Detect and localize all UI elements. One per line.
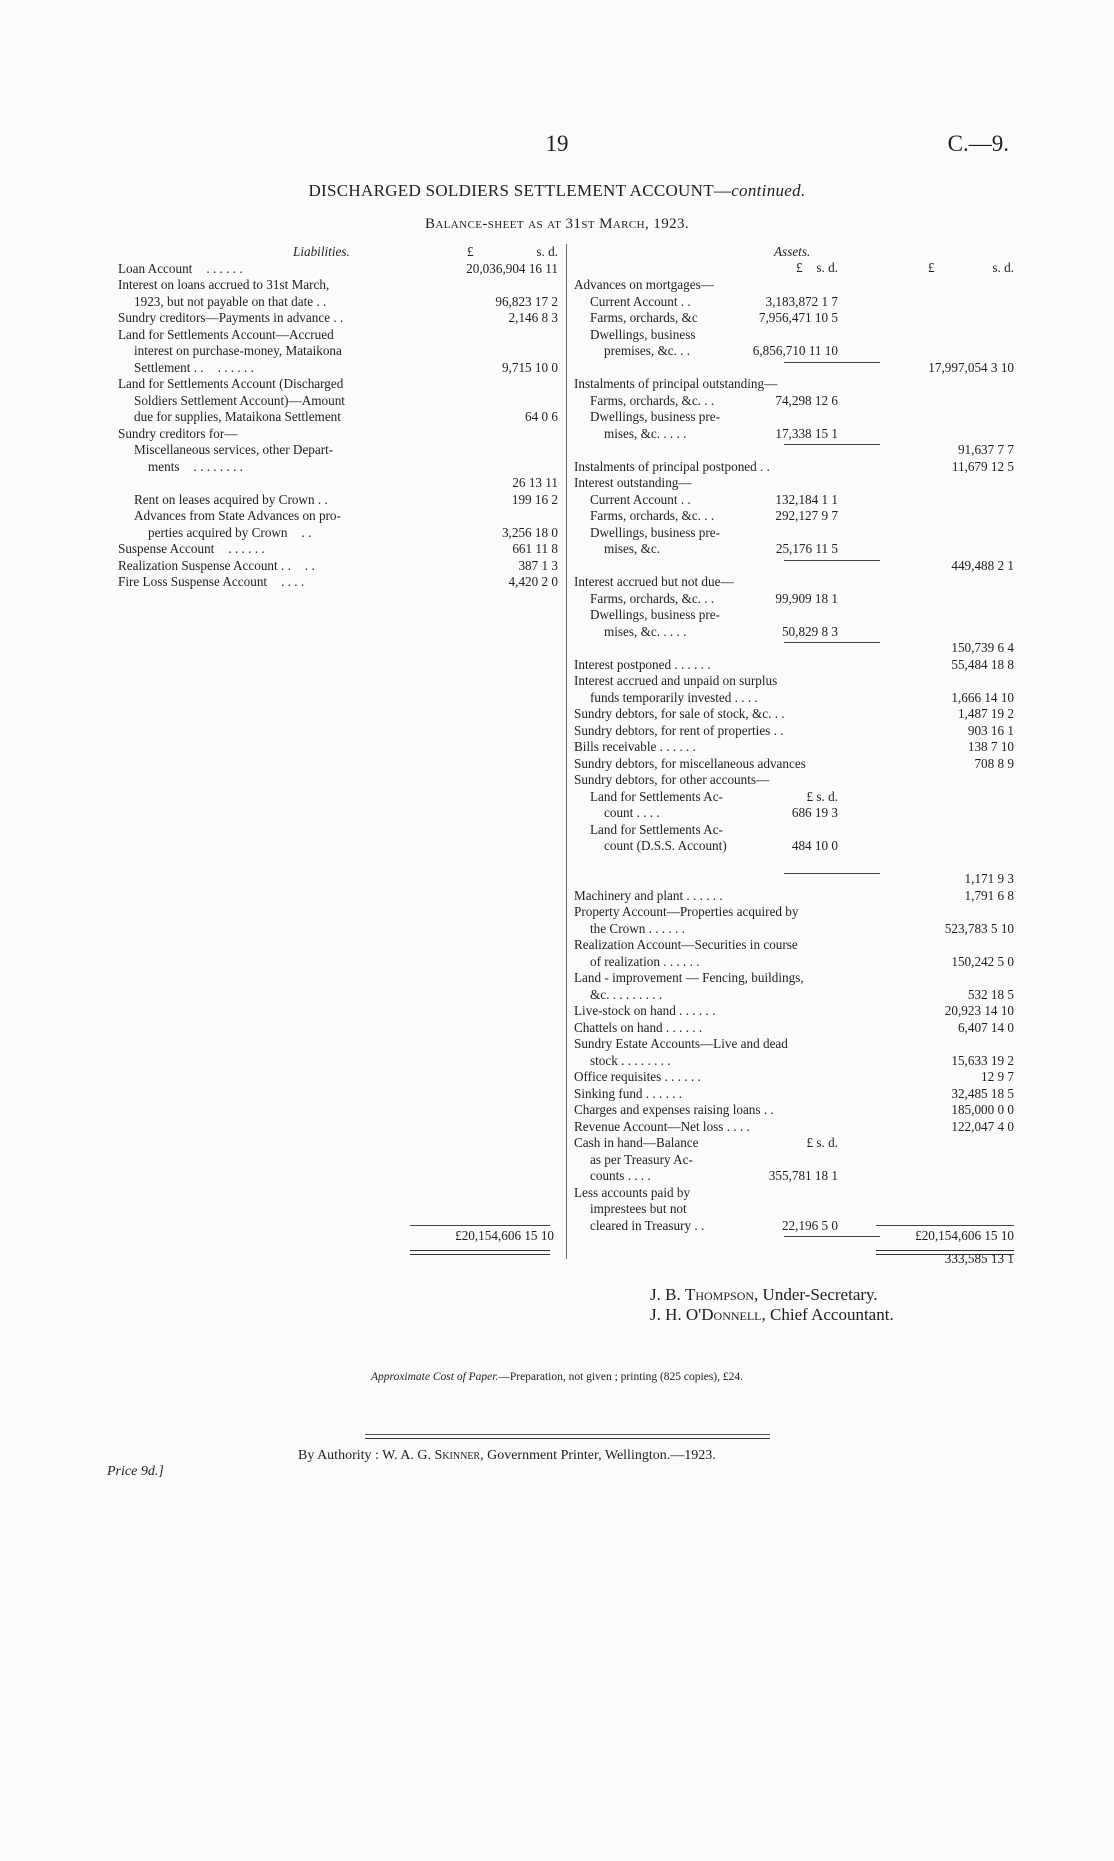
liability-leader: . . . . . .	[228, 541, 265, 556]
liability-row	[118, 558, 558, 575]
asset-row	[574, 475, 1014, 492]
asset-outer-amount: 1,666 14 10	[951, 689, 1014, 705]
asset-text: Machinery and plant . . . . . .	[574, 887, 723, 903]
liability-text: interest on purchase-money, Mataikona	[134, 343, 342, 358]
title-main: DISCHARGED SOLDIERS SETTLEMENT ACCOUNT—	[308, 181, 732, 200]
liability-text: Settlement . .	[134, 359, 204, 375]
asset-outer-amount: 903 16 1	[967, 722, 1014, 738]
asset-row	[574, 294, 1014, 311]
signature-1-initials: J. B.	[650, 1285, 681, 1304]
asset-inner-amount: 25,176 11 5	[775, 541, 838, 556]
asset-row	[574, 805, 1014, 822]
liability-text: Suspense Account	[118, 541, 215, 556]
asset-outer-amount: 6,407 14 0	[957, 1019, 1014, 1035]
liability-row	[118, 426, 558, 443]
liability-row	[118, 376, 558, 393]
asset-row	[574, 772, 1014, 789]
asset-row	[574, 1086, 1014, 1103]
asset-inner-amount: 484 10 0	[791, 838, 838, 853]
liability-row	[118, 360, 558, 377]
liability-leader: . . . .	[281, 574, 305, 589]
liability-text: Sundry creditors—Payments in advance . .	[118, 310, 344, 325]
liability-row	[118, 294, 558, 311]
asset-text: Realization Account—Securities in course	[574, 937, 798, 952]
asset-text: premises, &c. . .	[604, 343, 691, 358]
liability-row	[118, 343, 558, 360]
assets-header-spacer	[574, 261, 1014, 278]
asset-row	[574, 1201, 1014, 1218]
liability-leader: . . . . . . . .	[193, 458, 243, 474]
assets-col-pound-outer: £	[928, 260, 935, 275]
liability-amount: 64 0 6	[525, 409, 558, 424]
liability-amount: 3,256 18 0	[501, 524, 558, 540]
liabilities-total: £20,154,606 15 10	[455, 1228, 554, 1243]
signature-2-title: , Chief Accountant.	[761, 1305, 894, 1324]
asset-row	[574, 558, 1014, 575]
asset-inner-amount: 132,184 1 1	[775, 491, 838, 507]
asset-inner-amount: 17,338 15 1	[775, 425, 838, 441]
asset-text: count (D.S.S. Account)	[604, 838, 727, 853]
asset-text: Instalments of principal outstanding—	[574, 376, 778, 391]
asset-row	[574, 723, 1014, 740]
assets-total-rule	[876, 1225, 1014, 1226]
asset-text: mises, &c. . . . .	[604, 425, 687, 441]
liability-text: perties acquired by Crown	[148, 524, 288, 540]
liabilities-col-pound: £	[467, 244, 474, 259]
asset-row	[574, 442, 1014, 459]
liability-text: Sundry creditors for—	[118, 425, 238, 441]
asset-row	[574, 360, 1014, 377]
liability-row	[118, 508, 558, 525]
asset-outer-amount: 333,585 13 1	[944, 1250, 1014, 1266]
asset-text: Farms, orchards, &c. . .	[590, 590, 715, 606]
liability-text: Interest on loans accrued to 31st March,	[118, 277, 330, 292]
imprint-prefix: By Authority : W. A. G.	[298, 1448, 435, 1463]
liability-text: ments	[148, 458, 180, 474]
liability-amount: 2,146 8 3	[508, 310, 558, 325]
asset-outer-amount: 449,488 2 1	[951, 557, 1014, 573]
asset-row	[574, 673, 1014, 690]
asset-outer-amount: 20,923 14 10	[944, 1003, 1014, 1018]
signature-1	[650, 1285, 878, 1305]
liabilities-header-row	[118, 244, 558, 261]
asset-text: Sinking fund . . . . . .	[574, 1085, 683, 1101]
page-number: 19	[545, 131, 569, 156]
assets-table	[574, 244, 1014, 1267]
asset-text: Farms, orchards, &c. . .	[590, 392, 715, 408]
assets-heading: Assets.	[774, 244, 811, 259]
asset-text: Interest outstanding—	[574, 475, 692, 490]
liability-leader: . . . . . .	[217, 359, 254, 375]
asset-text: Advances on mortgages—	[574, 277, 714, 292]
asset-row	[574, 591, 1014, 608]
liability-row	[118, 574, 558, 591]
asset-inner-amount: 355,781 18 1	[768, 1168, 838, 1183]
asset-text: Sundry debtors, for other accounts—	[574, 772, 770, 787]
liabilities-total-double-rule	[410, 1250, 550, 1255]
asset-outer-amount: 150,242 5 0	[951, 953, 1014, 969]
asset-row	[574, 508, 1014, 525]
asset-inner-amount: 99,909 18 1	[775, 590, 838, 606]
assets-col-pound-inner: £	[796, 260, 803, 275]
asset-text: Land for Settlements Ac-	[590, 788, 723, 804]
asset-text: mises, &c. . . . .	[604, 623, 687, 639]
asset-outer-amount: 122,047 4 0	[951, 1118, 1014, 1134]
liability-amount: 199 16 2	[511, 491, 558, 507]
liability-text: Land for Settlements Account—Accrued	[118, 326, 334, 342]
asset-outer-amount: 32,485 18 5	[951, 1085, 1014, 1101]
asset-outer-amount: 532 18 5	[967, 986, 1014, 1002]
liability-amount: 20,036,904 16 11	[466, 260, 558, 276]
printer-imprint	[298, 1448, 716, 1464]
asset-row	[574, 1020, 1014, 1037]
liability-row	[118, 525, 558, 542]
asset-text: Live-stock on hand . . . . . .	[574, 1003, 716, 1018]
asset-text: Dwellings, business	[590, 326, 696, 342]
liability-amount: 26 13 11	[512, 475, 558, 490]
asset-outer-amount: 91,637 7 7	[957, 442, 1014, 457]
signature-2-initials: J. H.	[650, 1305, 682, 1324]
asset-text: mises, &c.	[604, 541, 661, 556]
asset-row	[574, 1152, 1014, 1169]
asset-row	[574, 525, 1014, 542]
assets-col-sd-outer: s. d.	[992, 260, 1014, 275]
asset-row	[574, 1003, 1014, 1020]
asset-text: funds temporarily invested . . . .	[590, 689, 758, 705]
imprint-printer: Skinner	[434, 1448, 481, 1463]
document-reference: C.—9.	[947, 131, 1009, 156]
asset-row	[574, 277, 1014, 294]
asset-outer-amount: 523,783 5 10	[944, 920, 1014, 936]
liability-row	[118, 310, 558, 327]
liability-text: Miscellaneous services, other Depart-	[134, 442, 334, 457]
asset-row	[574, 937, 1014, 954]
column-divider	[566, 244, 567, 1259]
asset-text: Chattels on hand . . . . . .	[574, 1019, 703, 1035]
asset-row	[574, 871, 1014, 888]
asset-inner-amount: 686 19 3	[791, 805, 838, 820]
asset-row	[574, 1185, 1014, 1202]
cost-of-paper-note	[0, 1371, 1114, 1383]
price: Price 9d.]	[107, 1464, 164, 1479]
asset-row	[574, 789, 1014, 806]
asset-text: Farms, orchards, &c	[590, 310, 698, 325]
liability-text: Advances from State Advances on pro-	[134, 508, 341, 523]
asset-text: of realization . . . . . .	[590, 953, 700, 969]
asset-row	[574, 690, 1014, 707]
asset-row	[574, 706, 1014, 723]
asset-text: Land for Settlements Ac-	[590, 821, 723, 837]
asset-row	[574, 574, 1014, 591]
liability-text: Loan Account	[118, 260, 193, 276]
asset-text: Office requisites . . . . . .	[574, 1069, 701, 1084]
liability-row	[118, 442, 558, 459]
footer-rule	[365, 1438, 770, 1439]
asset-row	[574, 393, 1014, 410]
asset-inner-amount: 74,298 12 6	[775, 392, 838, 408]
liability-text: Realization Suspense Account . .	[118, 557, 291, 573]
footer-rule-upper	[365, 1434, 770, 1435]
asset-row	[574, 327, 1014, 344]
liability-amount: 661 11 8	[512, 541, 558, 556]
asset-row	[574, 822, 1014, 839]
asset-row	[574, 904, 1014, 921]
cost-note-label: Approximate Cost of Paper.	[371, 1371, 499, 1383]
asset-text: Dwellings, business pre-	[590, 409, 721, 424]
asset-outer-amount: 17,997,054 3 10	[928, 359, 1014, 375]
liability-row	[118, 261, 558, 278]
asset-row	[574, 657, 1014, 674]
asset-row	[574, 409, 1014, 426]
asset-row	[574, 987, 1014, 1004]
asset-text: Current Account . .	[590, 293, 691, 309]
liability-leader: . . . . . .	[206, 260, 243, 276]
liability-row	[118, 475, 558, 492]
asset-text: Sundry debtors, for miscellaneous advances	[574, 755, 806, 771]
asset-row	[574, 624, 1014, 641]
liability-row	[118, 492, 558, 509]
asset-row	[574, 1069, 1014, 1086]
asset-inner-amount: 3,183,872 1 7	[765, 293, 838, 309]
asset-row	[574, 921, 1014, 938]
asset-row	[574, 1135, 1014, 1152]
asset-row	[574, 838, 1014, 855]
liability-leader: . .	[301, 524, 312, 540]
liability-text: Rent on leases acquired by Crown . .	[134, 491, 328, 507]
asset-text: Sundry debtors, for sale of stock, &c. . .	[574, 706, 785, 721]
asset-text: Interest accrued but not due—	[574, 574, 734, 589]
signature-2	[650, 1305, 894, 1325]
asset-row	[574, 1036, 1014, 1053]
asset-text: Property Account—Properties acquired by	[574, 904, 799, 919]
asset-text: Instalments of principal postponed . .	[574, 458, 770, 474]
liabilities-total-rule	[410, 1225, 550, 1226]
asset-row	[574, 1053, 1014, 1070]
asset-text: as per Treasury Ac-	[590, 1151, 693, 1167]
asset-text: Dwellings, business pre-	[590, 524, 721, 540]
asset-row	[574, 607, 1014, 624]
liability-row	[118, 409, 558, 426]
liabilities-col-sd: s. d.	[536, 244, 558, 259]
asset-text: Less accounts paid by	[574, 1184, 691, 1200]
asset-outer-amount: 55,484 18 8	[951, 656, 1014, 672]
liability-amount: 387 1 3	[518, 557, 558, 573]
asset-text: Charges and expenses raising loans . .	[574, 1102, 774, 1117]
asset-row	[574, 376, 1014, 393]
asset-row	[574, 954, 1014, 971]
liability-row	[118, 277, 558, 294]
asset-row	[574, 343, 1014, 360]
assets-header-row	[574, 244, 1014, 275]
title-suffix: continued.	[731, 181, 806, 200]
signature-1-surname: Thompson	[684, 1285, 755, 1304]
asset-text: Sundry Estate Accounts—Live and dead	[574, 1036, 788, 1051]
liabilities-heading: Liabilities.	[293, 244, 350, 259]
asset-text: Land - improvement — Fencing, buildings,	[574, 970, 804, 985]
asset-row	[574, 426, 1014, 443]
asset-row	[574, 310, 1014, 327]
asset-text: Dwellings, business pre-	[590, 607, 721, 622]
liability-row	[118, 459, 558, 476]
asset-text: Bills receivable . . . . . .	[574, 739, 696, 754]
asset-row	[574, 855, 1014, 872]
liability-text: Soldiers Settlement Account)—Amount	[134, 392, 345, 408]
asset-text: &c. . . . . . . . .	[590, 986, 663, 1002]
asset-row	[574, 739, 1014, 756]
asset-row	[574, 492, 1014, 509]
asset-inner-amount: 292,127 9 7	[775, 508, 838, 523]
cost-note-text: —Preparation, not given ; printing (825 copies), £24.	[498, 1371, 743, 1383]
asset-text: count . . . .	[604, 805, 660, 820]
asset-row	[574, 459, 1014, 476]
asset-inner-amount: 22,196 5 0	[781, 1217, 838, 1233]
asset-row	[574, 888, 1014, 905]
asset-text: cleared in Treasury . .	[590, 1217, 705, 1233]
asset-text: Interest accrued and unpaid on surplus	[574, 673, 778, 688]
asset-row	[574, 756, 1014, 773]
liability-row	[118, 393, 558, 410]
balance-sheet-subtitle: Balance-sheet as at 31st March, 1923.	[424, 216, 690, 232]
signature-2-surname: O'Donnell	[685, 1305, 762, 1324]
liability-text: Land for Settlements Account (Discharged	[118, 376, 344, 391]
liability-row	[118, 541, 558, 558]
asset-text: imprestees but not	[590, 1201, 687, 1216]
asset-outer-amount: 708 8 9	[974, 755, 1014, 771]
asset-outer-amount: 15,633 19 2	[951, 1052, 1014, 1068]
asset-inner-amount: £ s. d.	[806, 788, 838, 804]
page-title	[0, 181, 1114, 201]
asset-inner-amount: 6,856,710 11 10	[752, 343, 838, 358]
asset-text: Cash in hand—Balance	[574, 1135, 699, 1150]
asset-outer-amount: 12 9 7	[981, 1069, 1014, 1084]
asset-text: Revenue Account—Net loss . . . .	[574, 1118, 750, 1134]
asset-text: Current Account . .	[590, 491, 691, 507]
liability-text: 1923, but not payable on that date . .	[134, 293, 327, 309]
asset-row	[574, 1119, 1014, 1136]
asset-row	[574, 640, 1014, 657]
signature-1-title: , Under-Secretary.	[754, 1285, 878, 1304]
liability-amount: 96,823 17 2	[495, 293, 558, 309]
asset-row	[574, 970, 1014, 987]
assets-col-sd-inner: s. d.	[816, 260, 838, 275]
asset-row	[574, 1168, 1014, 1185]
liability-row	[118, 327, 558, 344]
asset-text: the Crown . . . . . .	[590, 920, 685, 936]
imprint-suffix: , Government Printer, Wellington.—1923.	[480, 1448, 716, 1463]
liabilities-lines	[118, 261, 558, 591]
asset-text: stock . . . . . . . .	[590, 1052, 671, 1068]
asset-outer-amount: 1,791 6 8	[964, 887, 1014, 903]
asset-inner-amount: 50,829 8 3	[781, 623, 838, 639]
liability-amount: 9,715 10 0	[501, 359, 558, 375]
asset-outer-amount: 185,000 0 0	[951, 1102, 1014, 1117]
liability-leader: . .	[304, 557, 315, 573]
assets-total: £20,154,606 15 10	[915, 1228, 1014, 1243]
liability-text: Fire Loss Suspense Account	[118, 574, 268, 589]
asset-row	[574, 1102, 1014, 1119]
asset-text: Interest postponed . . . . . .	[574, 656, 711, 672]
asset-outer-amount: 1,487 19 2	[957, 706, 1014, 721]
liabilities-table	[118, 244, 558, 591]
liability-text: due for supplies, Mataikona Settlement	[134, 409, 341, 424]
asset-text: Sundry debtors, for rent of properties . .	[574, 722, 784, 738]
assets-total-double-rule	[876, 1250, 1014, 1255]
asset-row	[574, 541, 1014, 558]
asset-outer-amount: 138 7 10	[967, 739, 1014, 754]
asset-outer-amount: 150,739 6 4	[951, 640, 1014, 655]
asset-outer-amount: 1,171 9 3	[964, 871, 1014, 886]
asset-text: Farms, orchards, &c. . .	[590, 508, 715, 523]
liability-amount: 4,420 2 0	[508, 574, 558, 589]
asset-inner-amount: £ s. d.	[806, 1135, 838, 1150]
asset-outer-amount: 11,679 12 5	[951, 458, 1014, 474]
asset-text: counts . . . .	[590, 1168, 651, 1183]
asset-inner-amount: 7,956,471 10 5	[758, 310, 838, 325]
assets-lines	[574, 277, 1014, 1267]
